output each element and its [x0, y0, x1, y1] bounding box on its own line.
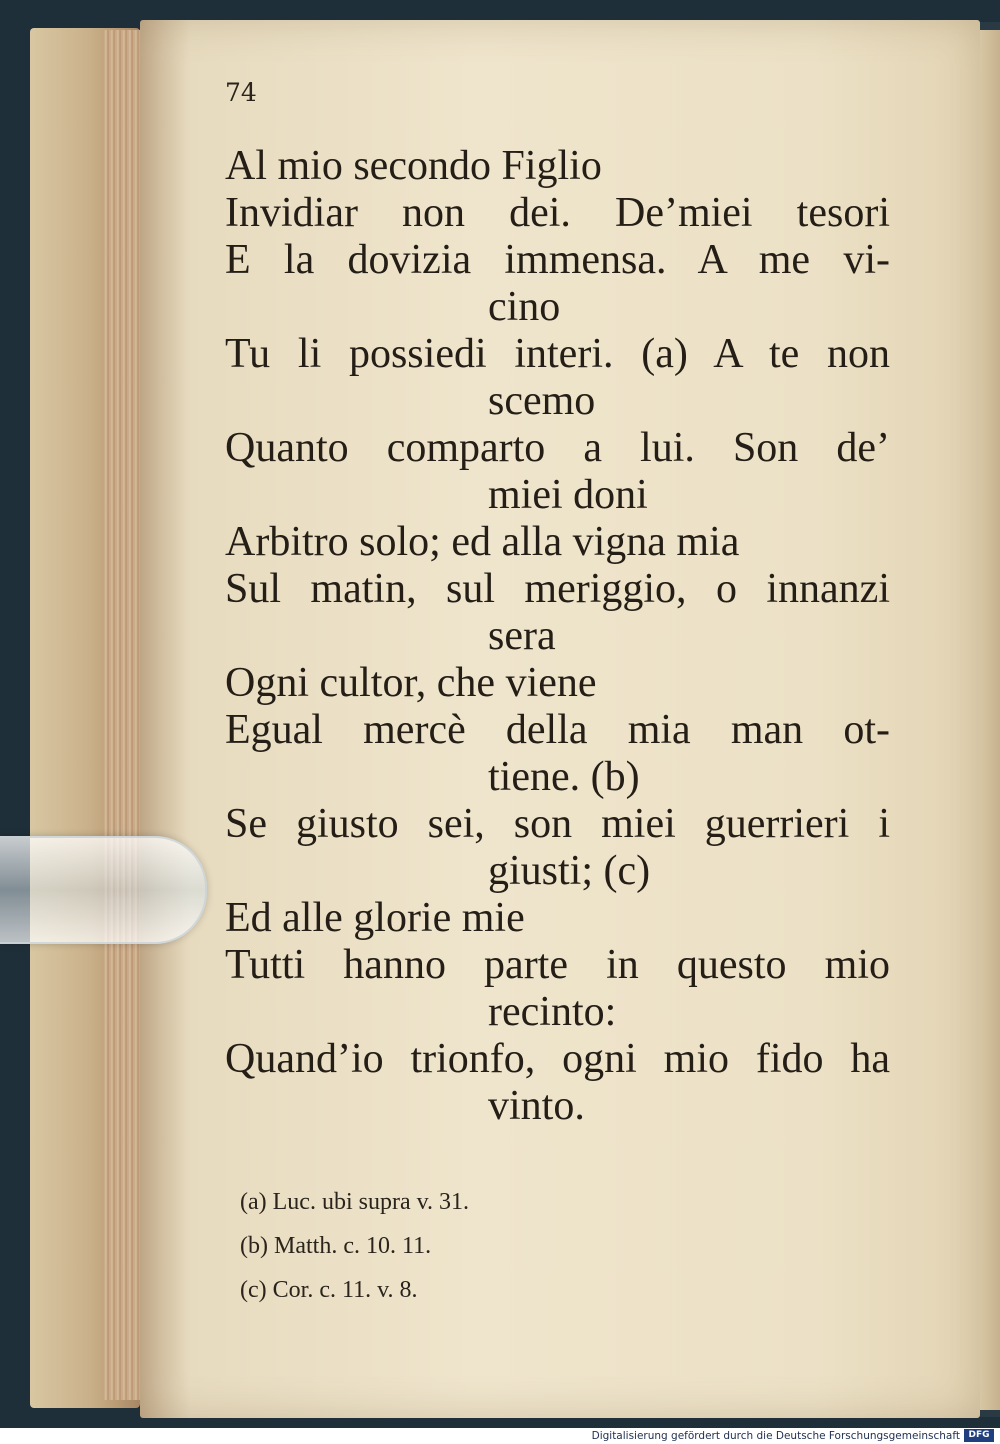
- poem-line: Tutti hanno parte in questo mio: [225, 942, 890, 988]
- poem-line: recinto:: [488, 989, 617, 1035]
- poem-line: cino: [488, 284, 561, 330]
- poem-line: Se giusto sei, son miei guerrieri i: [225, 801, 890, 847]
- poem-line: giusti; (c): [488, 848, 651, 894]
- poem-line: Ogni cultor, che viene: [225, 660, 597, 706]
- page-edges: [104, 30, 144, 1400]
- poem-line: sera: [488, 613, 556, 659]
- facing-page-edge: [978, 30, 1000, 1410]
- poem-line: Quanto comparto a lui. Son de’: [225, 425, 890, 471]
- poem-line: Tu li possiedi interi. (a) A te non: [225, 331, 890, 377]
- poem-line: Egual mercè della mia man ot-: [225, 707, 890, 753]
- page-number: 74: [225, 78, 257, 107]
- poem-line: Arbitro solo; ed alla vigna mia: [225, 519, 740, 565]
- footnote: (c) Cor. c. 11. v. 8.: [240, 1277, 418, 1303]
- poem-text: [225, 143, 890, 1130]
- dfg-logo: DFG: [964, 1429, 994, 1442]
- poem-line: Al mio secondo Figlio: [225, 143, 602, 189]
- glass-page-weight: [0, 836, 207, 944]
- poem-line: tiene. (b): [488, 754, 640, 800]
- poem-line: scemo: [488, 378, 596, 424]
- poem-line: vinto.: [488, 1083, 585, 1129]
- funding-credit: Digitalisierung gefördert durch die Deutsche Forschungsgemeinschaft: [591, 1430, 960, 1442]
- poem-line: Ed alle glorie mie: [225, 895, 525, 941]
- poem-line: Invidiar non dei. De’miei tesori: [225, 190, 890, 236]
- poem-line: Quand’io trionfo, ogni mio fido ha: [225, 1036, 890, 1082]
- footnotes: [240, 1180, 660, 1312]
- footnote: (a) Luc. ubi supra v. 31.: [240, 1189, 470, 1215]
- poem-line: Sul matin, sul meriggio, o innanzi: [225, 566, 890, 612]
- footnote: (b) Matth. c. 10. 11.: [240, 1233, 432, 1259]
- poem-line: E la dovizia immensa. A me vi-: [225, 237, 890, 283]
- poem-line: miei doni: [488, 472, 648, 518]
